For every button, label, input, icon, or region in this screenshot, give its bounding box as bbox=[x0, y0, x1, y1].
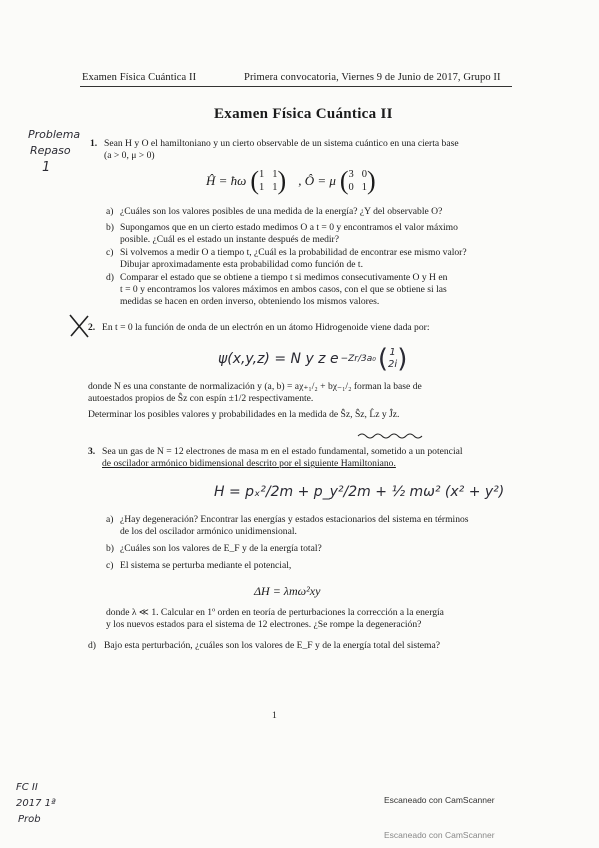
problem-3c-details: donde λ ≪ 1. Calcular en 1º orden en teoría de perturbaciones la corrección a la energía y los nuevos estados para el sistema de 12 electrones. ¿Se rompe la degeneración? bbox=[106, 607, 444, 631]
problem-1b-label: b) bbox=[106, 222, 114, 233]
problem-2-number: 2. bbox=[88, 322, 96, 333]
problem-3d-label: d) bbox=[88, 640, 96, 651]
problem-2-intro: En t = 0 la función de onda de un electrón en un átomo Hidrogenoide viene dada por: bbox=[102, 322, 430, 333]
problem-3-number: 3. bbox=[88, 446, 96, 457]
problem-1d-text: Comparar el estado que se obtiene a tiempo t si medimos consecutivamente O y H en t = 0 y encontramos los valores máximos en ambos casos, con el que se obtiene si las medidas se hacen en orden inverso, obteniendo los mismos valores. bbox=[120, 272, 448, 308]
spinor: ( 1 2i ) bbox=[377, 344, 408, 374]
problem-1a-text: ¿Cuáles son los valores posibles de una medida de la energía? ¿Y del observable O? bbox=[120, 206, 443, 217]
margin-note-number: 1 bbox=[42, 160, 51, 175]
margin-note-problema: Problema bbox=[28, 128, 81, 141]
problem-1c-label: c) bbox=[106, 247, 114, 258]
problem-3a-text: ¿Hay degeneración? Encontrar las energías y estados estacionarios del sistema en términos de los del oscilador armónico unidimensional. bbox=[120, 514, 469, 538]
corner-note-2: 2017 1ª bbox=[16, 798, 56, 809]
problem-3b-text: ¿Cuáles son los valores de E_F y de la energía total? bbox=[120, 543, 322, 554]
corner-note-1: FC II bbox=[16, 782, 38, 793]
problem-1c-text: Si volvemos a medir O a tiempo t, ¿Cuál es la probabilidad de encontrar ese mismo valor? Dibujar aproximadamente esta probabilidad como función de t. bbox=[120, 247, 467, 271]
observable-matrix: ( 3 0 0 1 ) bbox=[339, 166, 376, 195]
problem-3-hamiltonian: H = pₓ²/2m + p_y²/2m + ½ mω² (x² + y²) bbox=[214, 484, 505, 500]
margin-note-repaso: Repaso bbox=[30, 144, 71, 157]
header-rule bbox=[80, 86, 512, 87]
problem-3-intro: Sea un gas de N = 12 electrones de masa m en el estado fundamental, sometido a un potencial de oscilador armónico bidimensional descrito por el siguiente Hamiltoniano. bbox=[102, 446, 463, 470]
problem-3a-label: a) bbox=[106, 514, 114, 525]
problem-3c-label: c) bbox=[106, 560, 114, 571]
header-right: Primera convocatoria, Viernes 9 de Junio de 2017, Grupo II bbox=[244, 72, 501, 83]
problem-2-text: donde N es una constante de normalización y (a, b) = aχ₊₁/₂ + bχ₋₁/₂ forman la base de autoestados propios de Ŝz con espín ±1/2 respectivamente. Determinar los posibles valores y probabilidades en la medida de Ŝz, Ŝz, L̂z y Ĵz. bbox=[88, 381, 422, 421]
problem-3b-label: b) bbox=[106, 543, 114, 554]
problem-1-number: 1. bbox=[90, 138, 98, 149]
scanner-watermark: Escaneado con CamScanner bbox=[384, 795, 495, 805]
header-left: Examen Física Cuántica II bbox=[82, 72, 197, 83]
hamiltonian-matrix: ( 1 1 1 1 ) bbox=[250, 166, 287, 195]
scanner-watermark-faint: Escaneado con CamScanner bbox=[384, 830, 495, 840]
page-title: Examen Física Cuántica II bbox=[214, 106, 393, 122]
problem-3d-text: Bajo esta perturbación, ¿cuáles son los valores de E_F y de la energía total del sistema? bbox=[104, 640, 441, 651]
problem-1d-label: d) bbox=[106, 272, 114, 283]
problem-1a-label: a) bbox=[106, 206, 114, 217]
problem-2-equation: ψ(x,y,z) = N y z e −Zr/3a₀ ( 1 2i ) bbox=[218, 344, 408, 374]
problem-3-perturbation: ΔH = λmω²xy bbox=[254, 584, 321, 598]
problem-1-equation: Ĥ = ħω ( 1 1 1 1 ) , Ô = μ ( 3 0 0 1 ) bbox=[206, 166, 376, 195]
problem-1-intro: Sean H y O el hamiltoniano y un cierto observable de un sistema cuántico en una cierta base (a > 0, μ > 0) bbox=[104, 138, 459, 162]
corner-note-3: Prob bbox=[18, 814, 41, 825]
wavy-underline bbox=[356, 432, 426, 440]
problem-3c-text: El sistema se perturba mediante el potencial, bbox=[120, 560, 292, 571]
problem-1b-text: Supongamos que en un cierto estado medimos O a t = 0 y encontramos el valor máximo posible. ¿Cuál es el estado un instante después de medir? bbox=[120, 222, 458, 246]
page-number: 1 bbox=[272, 710, 277, 721]
